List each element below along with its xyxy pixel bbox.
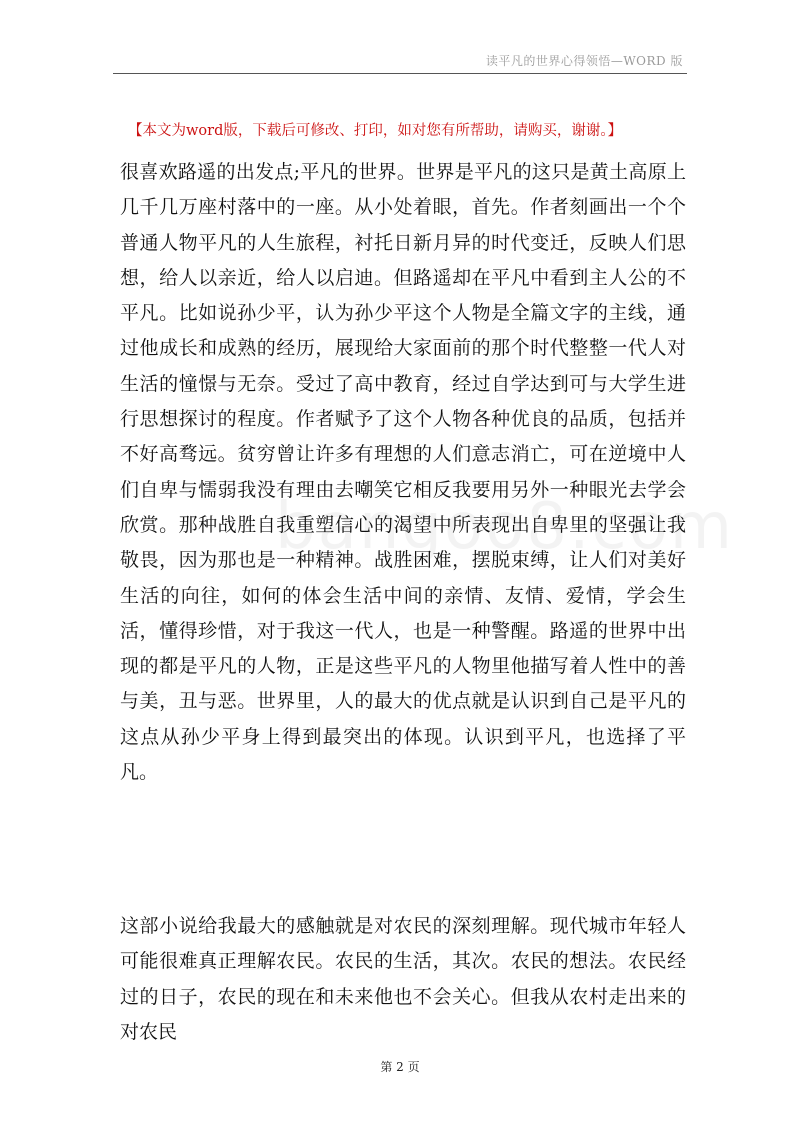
header-divider <box>113 73 687 74</box>
download-notice: 【本文为word版，下载后可修改、打印，如对您有所帮助，请购买，谢谢。】 <box>128 123 623 139</box>
page-number: 第 2 页 <box>380 1060 420 1074</box>
body-paragraph-1: 很喜欢路遥的出发点;平凡的世界。世界是平凡的这只是黄土高原上几千几万座村落中的一座。从小处着眼，首先。作者刻画出一个个普通人物平凡的人生旅程，衬托日新月异的时代变迁，反映人们思想，给人以亲近，给人以启迪。但路遥却在平凡中看到主人公的不平凡。比如说孙少平，认为孙少平这个人物是全篇文字的主线，通过他成长和成熟的经历，展现给大家面前的那个时代整整一代人对生活的憧憬与无奈。受过了高中教育，经过自学达到可与大学生进行思想探讨的程度。作者赋予了这个人物各种优良的品质，包括并不好高骛远。贫穷曾让许多有理想的人们意志消亡，可在逆境中人们自卑与懦弱我没有理由去嘲笑它相反我要用另外一种眼光去学会欣赏。那种战胜自我重塑信心的渴望中所表现出自卑里的坚强让我敬畏，因为那也是一种精神。战胜困难，摆脱束缚，让人们对美好生活的向往，如何的体会生活中间的亲情、友情、爱情，学会生活，懂得珍惜，对于我这一代人，也是一种警醒。路遥的世界中出现的都是平凡的人物，正是这些平凡的人物里他描写着人性中的善与美，丑与恶。世界里，人的最大的优点就是认识到自己是平凡的这点从孙少平身上得到最突出的体现。认识到平凡，也选择了平凡。 <box>120 161 686 784</box>
body-paragraph-2: 这部小说给我最大的感触就是对农民的深刻理解。现代城市年轻人可能很难真正理解农民。农民的生活，其次。农民的想法。农民经过的日子，农民的现在和未来他也不会关心。但我从农村走出来的对农民 <box>120 915 686 1043</box>
document-header-title: 读平凡的世界心得领悟—WORD 版 <box>485 54 683 68</box>
